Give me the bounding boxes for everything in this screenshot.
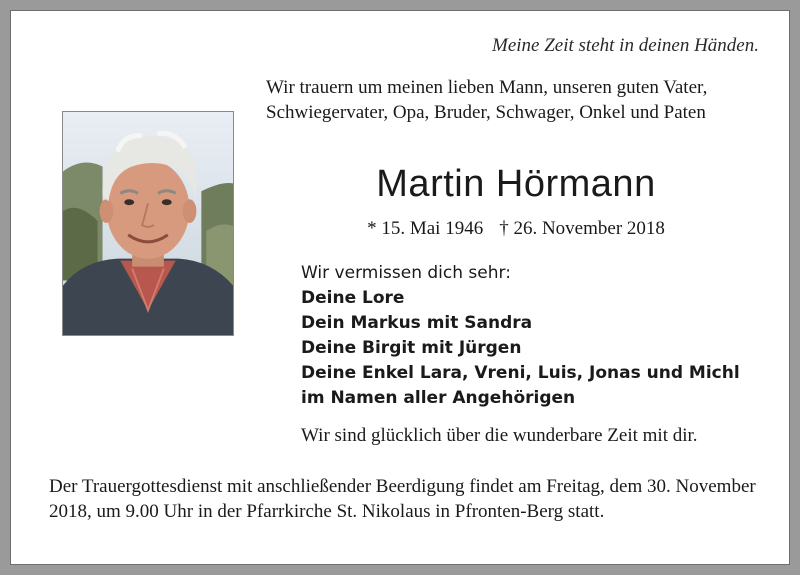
- mourner-line: Deine Birgit mit Jürgen: [301, 338, 522, 358]
- mourner-line: Deine Enkel Lara, Vreni, Luis, Jonas und Michl: [301, 363, 740, 383]
- mourner-line: Dein Markus mit Sandra: [301, 313, 533, 333]
- motto-quote: Meine Zeit steht in deinen Händen.: [492, 35, 759, 56]
- mourners-block: [301, 261, 740, 411]
- deceased-name: Martin Hörmann: [376, 163, 656, 205]
- intro-text: Wir trauern um meinen lieben Mann, unseren guten Vater, Schwiegervater, Opa, Bruder, Schwager, Onkel und Paten: [266, 77, 708, 123]
- funeral-service-info: Der Trauergottesdienst mit anschließender Beerdigung findet am Freitag, dem 30. November 2018, um 9.00 Uhr in der Pfarrkirche St. Nikolaus in Pfronten-Berg statt.: [49, 476, 756, 522]
- life-dates: [266, 218, 766, 240]
- birth-date: * 15. Mai 1946: [367, 218, 484, 239]
- death-date: † 26. November 2018: [499, 218, 665, 239]
- portrait-photo: [62, 111, 234, 336]
- mourner-line: Deine Lore: [301, 288, 405, 308]
- closing-line: Wir sind glücklich über die wunderbare Zeit mit dir.: [301, 425, 698, 446]
- mourners-lead: Wir vermissen dich sehr:: [301, 263, 511, 283]
- obituary-card: [10, 10, 790, 565]
- mourner-line: im Namen aller Angehörigen: [301, 388, 576, 408]
